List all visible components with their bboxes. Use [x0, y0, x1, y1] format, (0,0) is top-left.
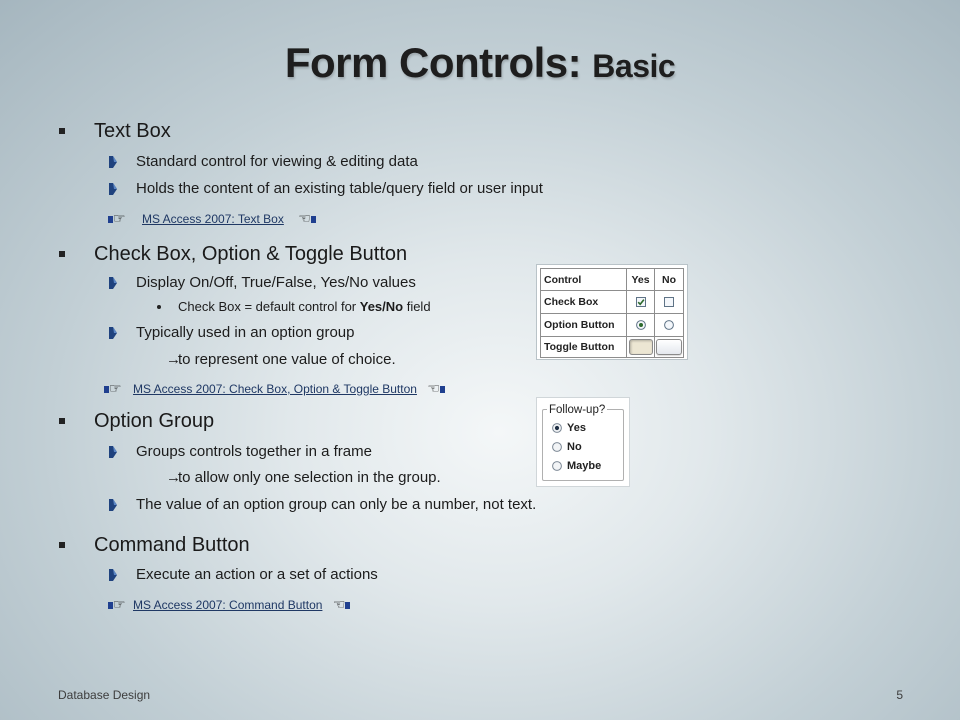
table-header-control: Control [541, 269, 626, 290]
option-group-image [536, 397, 630, 487]
radio-icon [552, 442, 562, 452]
arrow-bullet-icon [109, 499, 117, 511]
hand-pointing-right-icon[interactable] [108, 598, 130, 612]
square-bullet-icon [59, 418, 65, 424]
arrow-bullet-icon [109, 156, 117, 168]
heading-check-box-option-toggle [94, 242, 407, 266]
table-cell [627, 291, 654, 313]
square-bullet-icon [59, 251, 65, 257]
subpoint-text-after: field [403, 299, 431, 314]
link-command-button[interactable]: MS Access 2007: Command Button [133, 598, 323, 612]
option-group-label: Follow-up? [549, 404, 606, 416]
arrow-note [166, 350, 396, 370]
point-text: Holds the content of an existing table/query field or user input [136, 180, 543, 197]
hand-pointing-right-icon[interactable] [104, 382, 126, 396]
point-item [136, 442, 372, 462]
table-row-label: Option Button [541, 314, 626, 336]
table-header-no: No [655, 269, 683, 290]
title-sub: Basic [592, 48, 676, 84]
option-label: No [567, 441, 582, 453]
point-text: Display On/Off, True/False, Yes/No values [136, 274, 416, 291]
point-text: Groups controls together in a frame [136, 443, 372, 460]
option-label: Yes [567, 422, 586, 434]
table-cell [627, 337, 654, 357]
point-text: Standard control for viewing & editing data [136, 153, 418, 170]
heading-label: Option Group [94, 410, 215, 432]
control-table-image [536, 264, 688, 360]
subpoint-text-before: Check Box = default control for [178, 299, 360, 314]
table-cell [655, 314, 683, 336]
arrow-bullet-icon [109, 277, 117, 289]
arrow-bullet-icon [109, 327, 117, 339]
arrow-bullet-icon [109, 446, 117, 458]
point-item [136, 323, 354, 343]
title-main: Form Controls: [284, 39, 582, 86]
option-maybe [552, 459, 601, 473]
radio-icon [552, 461, 562, 471]
subpoint-item [178, 298, 431, 316]
heading-command-button [94, 533, 250, 557]
table-row-label: Check Box [541, 291, 626, 313]
radio-selected-icon [636, 320, 646, 330]
radio-icon [552, 423, 562, 433]
hand-pointing-left-icon[interactable] [423, 382, 445, 396]
footer-title: Database Design [58, 688, 151, 702]
hand-pointing-left-icon[interactable] [328, 598, 350, 612]
table-row-label: Toggle Button [541, 337, 626, 357]
right-arrow-symbol: → [166, 469, 181, 486]
dot-bullet-icon [157, 305, 161, 309]
option-no [552, 440, 582, 454]
heading-label: Check Box, Option & Toggle Button [94, 243, 408, 265]
toggle-pressed-icon [629, 339, 653, 355]
arrow-note [166, 468, 441, 488]
point-item [136, 179, 543, 199]
point-text: Typically used in an option group [136, 324, 355, 341]
point-item [136, 152, 418, 172]
checkbox-checked-icon [636, 297, 646, 307]
link-check-box-option-toggle[interactable]: MS Access 2007: Check Box, Option & Toggle Button [133, 382, 417, 396]
hand-pointing-left-icon[interactable] [294, 212, 316, 226]
option-yes [552, 421, 586, 435]
point-item [136, 273, 416, 293]
radio-empty-icon [664, 320, 674, 330]
link-row-check-box [104, 381, 445, 397]
arrow-note-text: to represent one value of choice. [178, 351, 396, 368]
slide-title [0, 38, 960, 91]
right-arrow-symbol: → [166, 351, 181, 368]
arrow-note-text: to allow only one selection in the group. [178, 469, 441, 486]
link-row-text-box [108, 211, 316, 227]
toggle-raised-icon [656, 339, 682, 355]
table-header-yes: Yes [627, 269, 654, 290]
subpoint-text-bold: Yes/No [359, 299, 404, 314]
control-table [540, 268, 684, 358]
option-label: Maybe [567, 460, 602, 472]
link-text-box[interactable]: MS Access 2007: Text Box [142, 212, 284, 226]
heading-label: Text Box [94, 120, 171, 142]
heading-label: Command Button [94, 534, 250, 556]
checkbox-empty-icon [664, 297, 674, 307]
table-cell [655, 291, 683, 313]
table-cell [655, 337, 683, 357]
point-text: Execute an action or a set of actions [136, 566, 378, 583]
point-item [136, 495, 536, 515]
square-bullet-icon [59, 542, 65, 548]
hand-pointing-right-icon[interactable] [108, 212, 130, 226]
link-row-command-button [108, 597, 350, 613]
square-bullet-icon [59, 128, 65, 134]
point-item [136, 565, 378, 585]
heading-option-group [94, 409, 214, 433]
table-cell [627, 314, 654, 336]
arrow-bullet-icon [109, 183, 117, 195]
point-text: The value of an option group can only be a number, not text. [136, 496, 537, 513]
heading-text-box [94, 119, 171, 143]
arrow-bullet-icon [109, 569, 117, 581]
page-number: 5 [896, 688, 903, 702]
